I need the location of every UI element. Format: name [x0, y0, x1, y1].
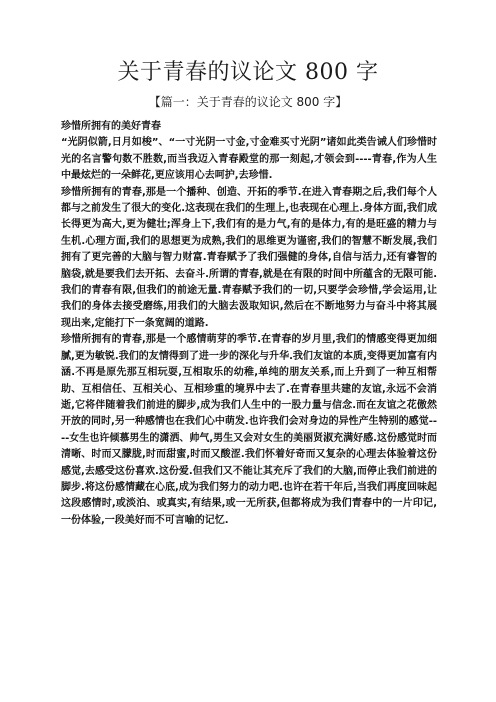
document-title: 关于青春的议论文 800 字 [117, 60, 379, 85]
paragraph-2: 珍惜所拥有的青春,那是一个播种、创造、开拓的季节.在进入青春期之后,我们每个人都与之前发生了很大的变化.这表现在我们的生理上,也表现在心理上.身体方面,我们成长得更为高大,更为健壮;浑身上下,我们有的是力气,有的是体力,有的是旺盛的精力与生机.心理方面,我们的思想更为成熟,我们的思维更为谨密,我们的智慧不断发展,我们拥有了更完善的大脑与智力财富.青春赋予了我们强健的身体,自信与活力,还有睿智的脑袋,就是要我们去开拓、去奋斗.所谓的青春,就是在有限的时间中所蕴含的无限可能.我们的青春有限,但我们的前途无量.青春赋予我们的一切,只要学会珍惜,学会运用,让我们的身体去接受磨练,用我们的大脑去汲取知识,然后在不断地努力与奋斗中将其展现出来,定能打下一条宽阔的道路. [61, 186, 437, 329]
paragraph-3: 珍惜所拥有的青春,那是一个感情萌芽的季节.在青春的岁月里,我们的情感变得更加细腻,更为敏锐.我们的友情得到了进一步的深化与升华.我们友谊的本质,变得更加富有内涵.不再是原先那互相玩耍,互相取乐的幼稚,单纯的朋友关系,而上升到了一种互相帮助、互相信任、互相关心、互相珍重的境界中去了.在青春里共建的友谊,永远不会消逝,它将伴随着我们前进的脚步,成为我们人生中的一股力量与信念.而在友谊之花傲然开放的同时,另一种感情也在我们心中萌发.也许我们会对身边的异性产生特别的感觉----女生也许倾慕男生的潇洒、帅气,男生又会对女生的美丽贤淑充满好感.这份感觉时而清晰、时而又朦胧,时而甜蜜,时而又酸涩.我们怀着好奇而又复杂的心理去体验着这份感觉,去感受这份喜欢.这份爱.但我们又不能让其充斥了我们的大脑,而停止我们前进的脚步.将这份感情藏在心底,成为我们努力的动力吧.也许在若干年后,当我们再度回味起这段感情时,或淡泊、或真实,有结果,或一无所获,但都将成为我们青春中的一片印记,一份体验,一段美好而不可言喻的记忆. [61, 334, 437, 526]
essay-title: 珍惜所拥有的美好青春 [61, 121, 161, 132]
section-heading: 【篇一：关于青春的议论文 800 字】 [148, 95, 348, 109]
essay-body [61, 119, 437, 529]
paragraph-1: “光阴似箭,日月如梭”、“一寸光阴一寸金,寸金难买寸光阴”诸如此类告诫人们珍惜时光的名言警句数不胜数,而当我迈入青春殿堂的那一刻起,才领会到----青春,作为人生中最炫烂的一朵鲜花,更应该用心去呵护,去珍惜. [61, 137, 437, 182]
